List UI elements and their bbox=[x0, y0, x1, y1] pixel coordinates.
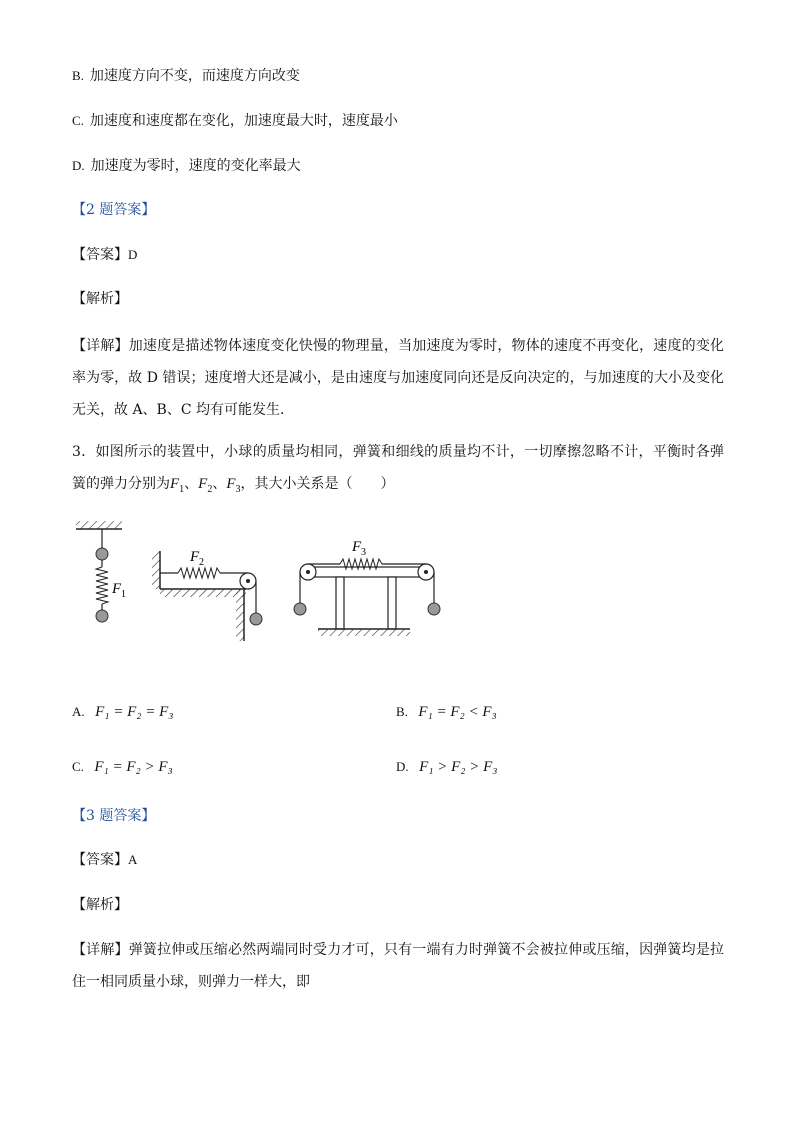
q3-option-b bbox=[396, 702, 497, 722]
answer-value: D bbox=[128, 247, 138, 262]
f1-figure-label: F bbox=[112, 581, 122, 597]
q2-answer bbox=[72, 245, 143, 265]
option-text: 加速度和速度都在变化，加速度最大时，速度最小 bbox=[89, 113, 398, 129]
q3-answer bbox=[72, 850, 143, 870]
separator: 、 bbox=[212, 476, 227, 492]
q2-option-d bbox=[72, 156, 301, 176]
option-text: 加速度方向不变，而速度方向改变 bbox=[89, 68, 300, 84]
spring-apparatus-figure bbox=[60, 515, 460, 655]
f1-symbol: $F_1$ bbox=[170, 476, 185, 495]
option-label: B. bbox=[72, 68, 84, 83]
answer-tag: 【答案】 bbox=[72, 247, 128, 263]
f3-figure-sub: 3 bbox=[361, 547, 366, 558]
option-label: D. bbox=[396, 759, 409, 774]
option-label: A. bbox=[72, 704, 85, 719]
separator: 、 bbox=[184, 476, 199, 492]
option-expression: F₁ = F₂ = F₃ bbox=[95, 704, 174, 720]
option-label: B. bbox=[396, 704, 408, 719]
q2-option-c bbox=[72, 111, 398, 131]
q3-option-c bbox=[72, 757, 173, 777]
q3-detail: 【详解】弹簧拉伸或压缩必然两端同时受力才可，只有一端有力时弹簧不会被拉伸或压缩，因弹簧均是拉住一相同质量小球，则弹力一样大，即 bbox=[72, 942, 724, 990]
f2-figure-sub: 2 bbox=[199, 557, 204, 568]
option-text: 加速度为零时，速度的变化率最大 bbox=[90, 158, 301, 174]
f3-symbol: $F_3$ bbox=[226, 476, 241, 495]
spring-1 bbox=[96, 567, 108, 604]
q3-section-title: 【3 题答案】 bbox=[72, 808, 156, 824]
f3-figure-label: F bbox=[352, 539, 362, 555]
option-expression: F₁ > F₂ > F₃ bbox=[419, 759, 498, 775]
option-expression: F₁ = F₂ < F₃ bbox=[418, 704, 497, 720]
q2-section-title: 【2 题答案】 bbox=[72, 202, 156, 218]
q3-stem-end: ，其大小关系是（ ） bbox=[240, 476, 395, 492]
q3-option-d bbox=[396, 757, 497, 777]
f2-symbol: $F_2$ bbox=[198, 476, 213, 495]
device-1 bbox=[76, 521, 126, 622]
option-label: C. bbox=[72, 113, 84, 128]
f2-figure-label: F bbox=[190, 549, 200, 565]
device-2 bbox=[152, 549, 262, 641]
q2-detail: 【详解】加速度是描述物体速度变化快慢的物理量，当加速度为零时，物体的速度不再变化，速度的变化率为零，故 D 错误；速度增大还是减小，是由速度与加速度同向还是反向决定的，与加速度的大小及变化无关，故 A、B、C 均有可能发生． bbox=[72, 338, 724, 418]
q2-option-b bbox=[72, 66, 300, 86]
spring-2 bbox=[178, 568, 220, 578]
device-3 bbox=[294, 539, 440, 636]
option-label: D. bbox=[72, 158, 85, 173]
option-expression: F₁ = F₂ > F₃ bbox=[94, 759, 173, 775]
answer-value: A bbox=[128, 852, 138, 867]
f1-figure-sub: 1 bbox=[121, 589, 126, 600]
option-label: C. bbox=[72, 759, 84, 774]
q3-stem-text: 3．如图所示的装置中，小球的质量均相同，弹簧和细线的质量均不计，一切摩擦忽略不计，平衡时各弹簧的弹力分别为 bbox=[72, 444, 724, 492]
q3-option-a bbox=[72, 702, 173, 722]
q3-analysis-tag: 【解析】 bbox=[72, 897, 128, 913]
q3-stem bbox=[72, 436, 724, 506]
answer-tag: 【答案】 bbox=[72, 852, 128, 868]
q2-analysis-tag: 【解析】 bbox=[72, 291, 128, 307]
